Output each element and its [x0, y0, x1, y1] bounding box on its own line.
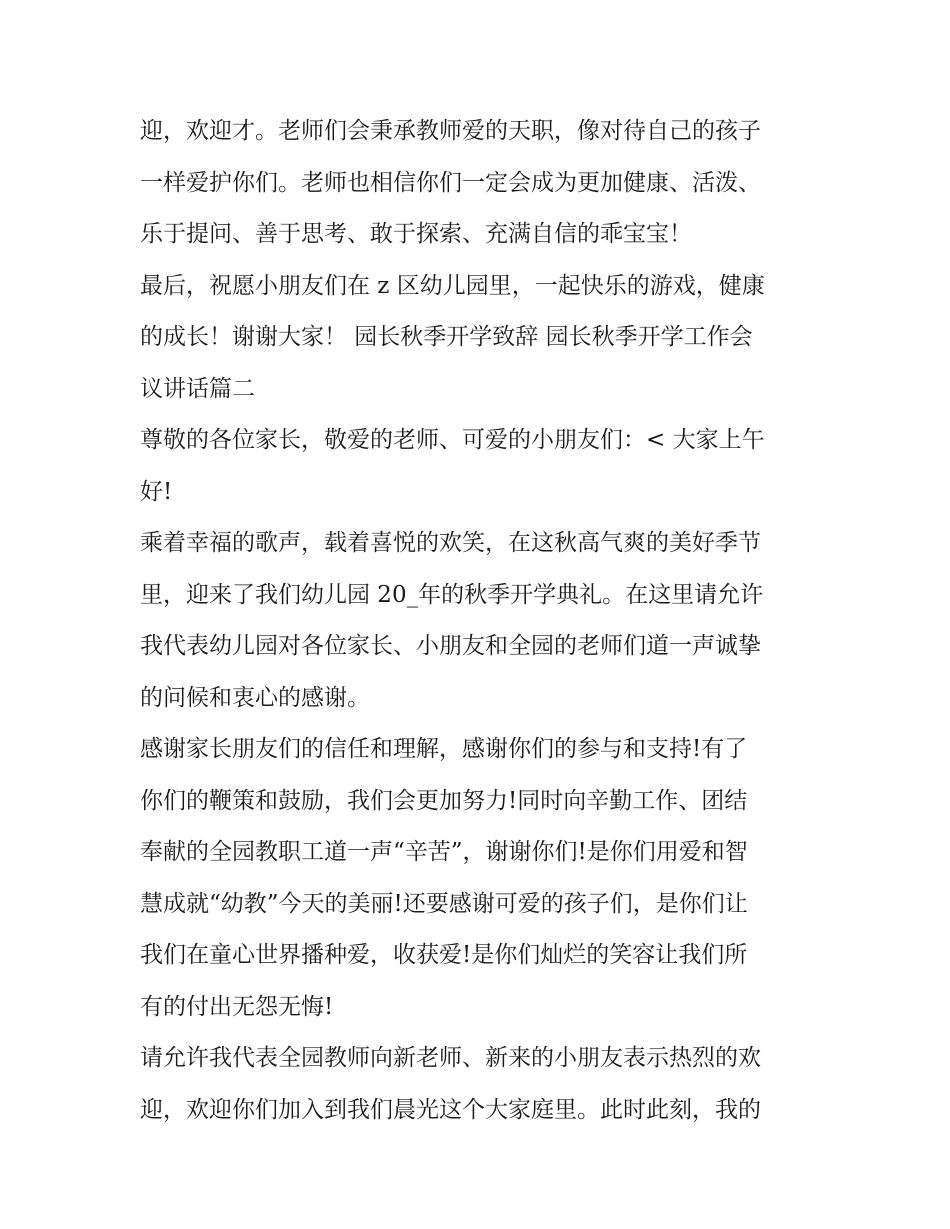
- text-line: 尊敬的各位家长，敬爱的老师、可爱的小朋友们：< 大家上午: [140, 427, 765, 453]
- text-line: 慧成就“幼教”今天的美丽!还要感谢可爱的孩子们，是你们让: [140, 890, 748, 917]
- text-line: 一样爱护你们。老师也相信你们一定会成为更加健康、活泼、: [140, 169, 761, 196]
- text-line: 的问候和衷心的感谢。: [140, 684, 370, 711]
- text-line: 迎，欢迎才。老师们会秉承教师爱的天职，像对待自己的孩子: [140, 118, 761, 144]
- text-line: 感谢家长朋友们的信任和理解，感谢你们的参与和支持!有了: [140, 736, 748, 762]
- text-line: 你们的鞭策和鼓励，我们会更加努力!同时向辛勤工作、团结: [140, 787, 748, 814]
- text-line: 最后，祝愿小朋友们在 z 区幼儿园里，一起快乐的游戏，健康: [140, 272, 765, 299]
- text-line: 乐于提问、善于思考、敢于探索、充满自信的乖宝宝！: [140, 221, 692, 247]
- text-line: 议讲话篇二: [140, 375, 255, 402]
- text-line: 乘着幸福的歌声，载着喜悦的欢笑，在这秋高气爽的美好季节: [140, 530, 761, 556]
- text-line: 迎，欢迎你们加入到我们晨光这个大家庭里。此时此刻，我的: [140, 1096, 761, 1123]
- text-line: 我代表幼儿园对各位家长、小朋友和全园的老师们道一声诚挚: [140, 633, 761, 659]
- body-text: [140, 106, 820, 1136]
- text-line: 奉献的全园教职工道一声“辛苦”，谢谢你们!是你们用爱和智: [140, 839, 748, 865]
- text-line: 里，迎来了我们幼儿园 20_年的秋季开学典礼。在这里请允许: [140, 581, 764, 608]
- text-line: 请允许我代表全园教师向新老师、新来的小朋友表示热烈的欢: [140, 1045, 761, 1071]
- text-line: 好!: [140, 478, 173, 505]
- text-line: 我们在童心世界播种爱，收获爱!是你们灿烂的笑容让我们所: [140, 942, 748, 968]
- text-line: 有的付出无怨无悔!: [140, 993, 334, 1020]
- text-line: 的成长！谢谢大家！ 园长秋季开学致辞 园长秋季开学工作会: [140, 324, 753, 350]
